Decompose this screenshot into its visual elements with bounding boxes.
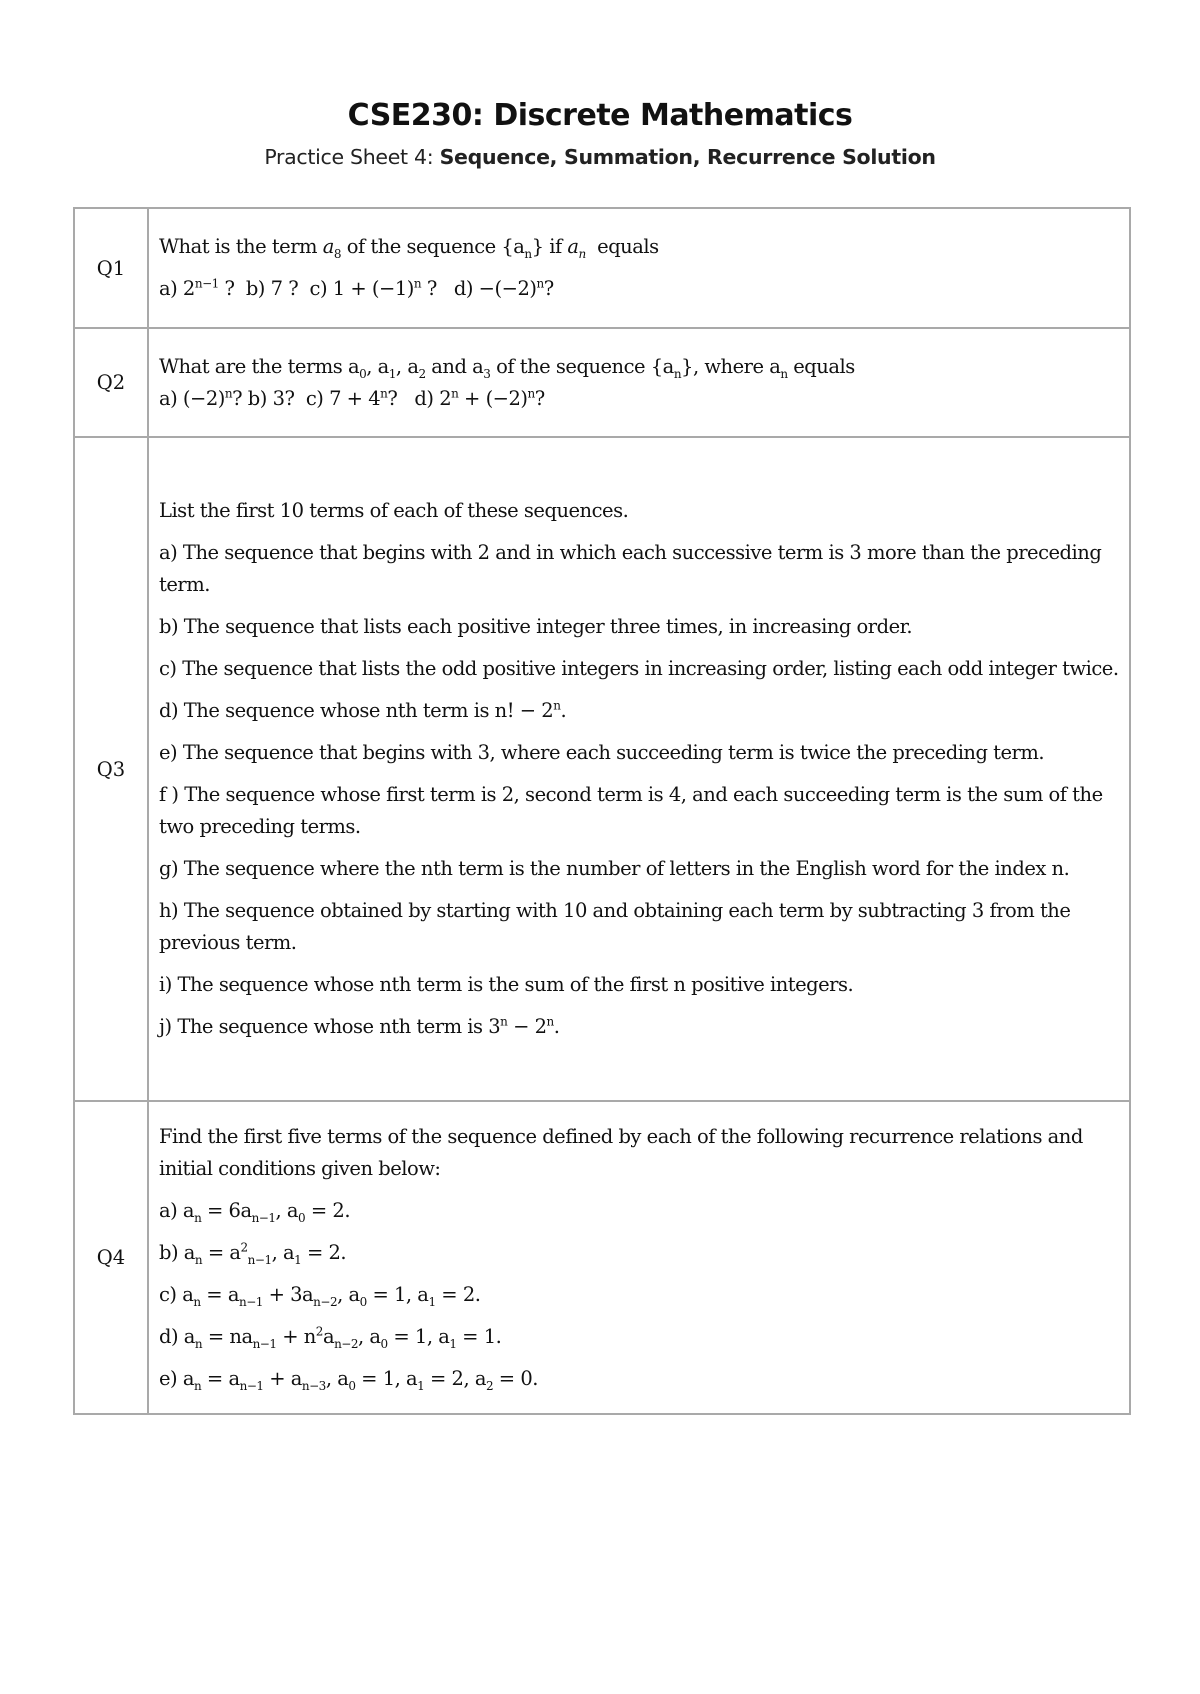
list-item: b) $a_n = a^2_{n-1}$, $a_1 = 2$. — [159, 1240, 347, 1267]
list-item: j) The sequence whose nth term is $3^n - 2^n$. — [159, 1014, 560, 1038]
question-body — [148, 1101, 1130, 1414]
subtitle-prefix: Practice Sheet 4: — [264, 145, 440, 169]
list-item: i) The sequence whose nth term is the sum of the first n positive integers. — [159, 973, 854, 996]
question-stem: What is the term $a_8$ of the sequence $\{a_n\}$ if $a_n$ equals — [159, 235, 659, 261]
list-item: b) The sequence that lists each positive integer three times, in increasing order. — [159, 615, 913, 638]
list-item: d) $a_n = na_{n-1} + n^2a_{n-2}$, $a_0 = 1$, $a_1 = 1$. — [159, 1324, 502, 1351]
question-table — [73, 207, 1131, 1415]
subtitle-topic: Sequence, Summation, Recurrence Solution — [439, 145, 936, 169]
list-item: c) $a_n = a_{n-1} + 3a_{n-2}$, $a_0 = 1$, $a_1 = 2$. — [159, 1282, 481, 1309]
question-number: Q2 — [74, 328, 148, 437]
document-subtitle — [0, 145, 1200, 169]
question-body — [148, 437, 1130, 1101]
question-intro: List the first 10 terms of each of these sequences. — [159, 499, 629, 522]
question-row-q2 — [74, 328, 1130, 437]
question-number: Q4 — [74, 1101, 148, 1414]
list-item: d) The sequence whose nth term is n! − $2^n$. — [159, 698, 567, 722]
page-header — [0, 98, 1200, 169]
question-body — [148, 208, 1130, 328]
question-row-q3 — [74, 437, 1130, 1101]
question-row-q1 — [74, 208, 1130, 328]
question-number: Q1 — [74, 208, 148, 328]
question-stem: What are the terms $a_0$, $a_1$, $a_2$ and $a_3$ of the sequence $\{a_n\}$, where $a_n$ equals — [159, 354, 855, 381]
document-title: CSE230: Discrete Mathematics — [347, 98, 853, 133]
list-item: e) The sequence that begins with 3, where each succeeding term is twice the preceding term. — [159, 741, 1045, 764]
question-row-q4 — [74, 1101, 1130, 1414]
list-item: c) The sequence that lists the odd positive integers in increasing order, listing each odd integer twice. — [159, 657, 1119, 680]
question-body — [148, 328, 1130, 437]
question-options: a) $2^{n-1}$ ? b) 7 ? c) $1 + (-1)^n$ ? $d) -(-2)^n$? — [159, 276, 554, 300]
list-item: e) $a_n = a_{n-1} + a_{n-3}$, $a_0 = 1$, $a_1 = 2$, $a_2 = 0$. — [159, 1366, 538, 1393]
question-intro: Find the first five terms of the sequence defined by each of the following recurrence relations and initial conditions given below: — [159, 1124, 1083, 1180]
list-item: g) The sequence where the nth term is the number of letters in the English word for the index n. — [159, 857, 1070, 880]
list-item: a) $a_n = 6a_{n-1}$, $a_0 = 2$. — [159, 1198, 351, 1225]
list-item: f ) The sequence whose first term is 2, second term is 4, and each succeeding term is the sum of the two preceding terms. — [159, 783, 1103, 838]
list-item: a) The sequence that begins with 2 and in which each successive term is 3 more than the preceding term. — [159, 541, 1102, 596]
list-item: h) The sequence obtained by starting with 10 and obtaining each term by subtracting 3 from the previous term. — [159, 899, 1071, 954]
question-number: Q3 — [74, 437, 148, 1101]
question-options: a) $(-2)^n$? b) 3? c) $7 + 4^n$? d) $2^n + (-2)^n$? — [159, 386, 545, 410]
